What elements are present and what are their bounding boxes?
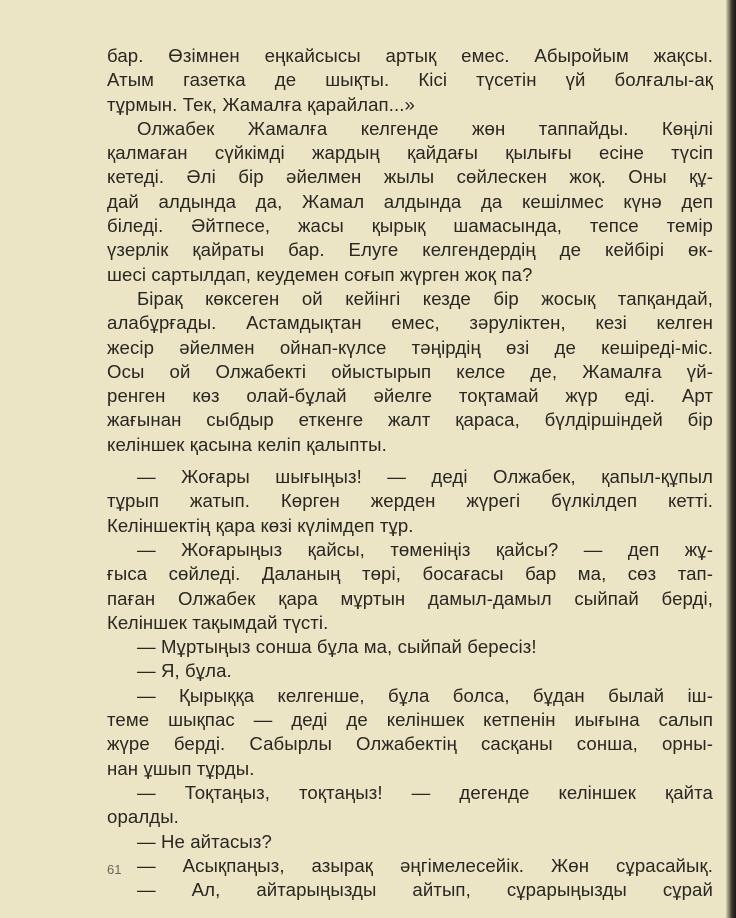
text-line: — Не айтасыз? — [137, 830, 272, 852]
text-line: оралды. — [107, 806, 179, 828]
text-line: Осы ой Олжабекті ойыстырып келсе де, Жамалға үй- — [107, 360, 713, 382]
text-line: кетеді. Әлі бір әйелмен жылы сөйлескен жоқ. Оны құ- — [107, 166, 713, 188]
text-line: біледі. Әйтпесе, жасы қырық шамасында, тепсе темір — [107, 215, 713, 237]
text-line: — Ал, айтарыңызды айтып, сұрарыңызды сұрай — [137, 879, 713, 901]
text-line: қалмаған сүйкімді жардың қайдағы қылығы есіне түсіп — [107, 142, 713, 164]
text-line: — Жоғарыңыз қайсы, төменіңіз қайсы? — деп жұ- — [137, 538, 713, 560]
page-edge-shadow — [726, 0, 736, 918]
text-line: жағынан сыбдыр еткенге жалт қараса, бүлдіршіндей бір — [107, 409, 713, 431]
page-number: 61 — [107, 862, 122, 877]
text-line: дай алдында да, Жамал алдында да кешілмес күнә деп — [107, 190, 713, 212]
text-line: жесір әйелмен ойнап-күлсе тәңірдің өзі де кешіреді-міс. — [107, 336, 713, 358]
text-line: Келіншек тақымдай түсті. — [107, 611, 329, 633]
text-line: Олжабек Жамалға келгенде жөн таппайды. Көңілі — [137, 117, 713, 139]
text-line: — Жоғары шығыңыз! — деді Олжабек, қапыл-құпыл — [137, 466, 713, 488]
text-line: үзерлік қайраты бар. Елуге келгендердің де кейбірі өк- — [107, 239, 713, 261]
text-line: — Я, бұла. — [137, 660, 232, 682]
text-line: жүре берді. Сабырлы Олжабектің сасқаны сонша, орны- — [107, 733, 713, 755]
text-line: Бірақ көксеген ой кейінгі кезде бір жосық тапқандай, — [137, 287, 713, 309]
text-line: — Қырыққа келгенше, бұла болса, бұдан былай іш- — [137, 684, 713, 706]
text-line: ғыса сөйледі. Даланың төрі, босағасы бар ма, сөз тап- — [107, 563, 713, 585]
text-line: теме шықпас — деді де келіншек кетпенін иығына салып — [107, 709, 713, 731]
text-line: нан ұшып тұрды. — [107, 757, 255, 779]
text-line: ренген көз олай-бұлай әйелге тоқтамай жүр еді. Арт — [107, 385, 713, 407]
text-line: бар. Өзімнен еңкайсысы артық емес. Абыройым жақсы. — [107, 45, 713, 66]
text-line: — Асықпаңыз, азырақ әңгімелесейік. Жөн сұрасайық. — [137, 854, 713, 876]
text-line: Атым газетка де шықты. Кісі түсетін үй болғалы-ақ — [107, 69, 713, 91]
text-line: тұрмын. Тек, Жамалға қарайлап...» — [107, 93, 415, 115]
text-line: келіншек қасына келіп қалыпты. — [107, 433, 387, 455]
text-line: паған Олжабек қара мұртын дамыл-дамыл сыйпай берді, — [107, 587, 713, 609]
text-line: алабұрғады. Астамдықтан емес, зәруліктен, кезі келген — [107, 312, 713, 334]
book-page-text — [107, 44, 713, 902]
text-line: — Тоқтаңыз, тоқтаңыз! — дегенде келіншек қайта — [137, 781, 713, 803]
text-line: Келіншектің қара көзі күлімдеп тұр. — [107, 514, 414, 536]
text-line: тұрып жатып. Көрген жерден жүрегі бүлкілдеп кетті. — [107, 490, 713, 512]
text-line: — Мұртыңыз сонша бұла ма, сыйпай бересіз! — [137, 636, 537, 658]
text-line: шесі сартылдап, кеудемен соғып жүрген жоқ па? — [107, 263, 533, 285]
paragraph-gap — [107, 457, 713, 465]
